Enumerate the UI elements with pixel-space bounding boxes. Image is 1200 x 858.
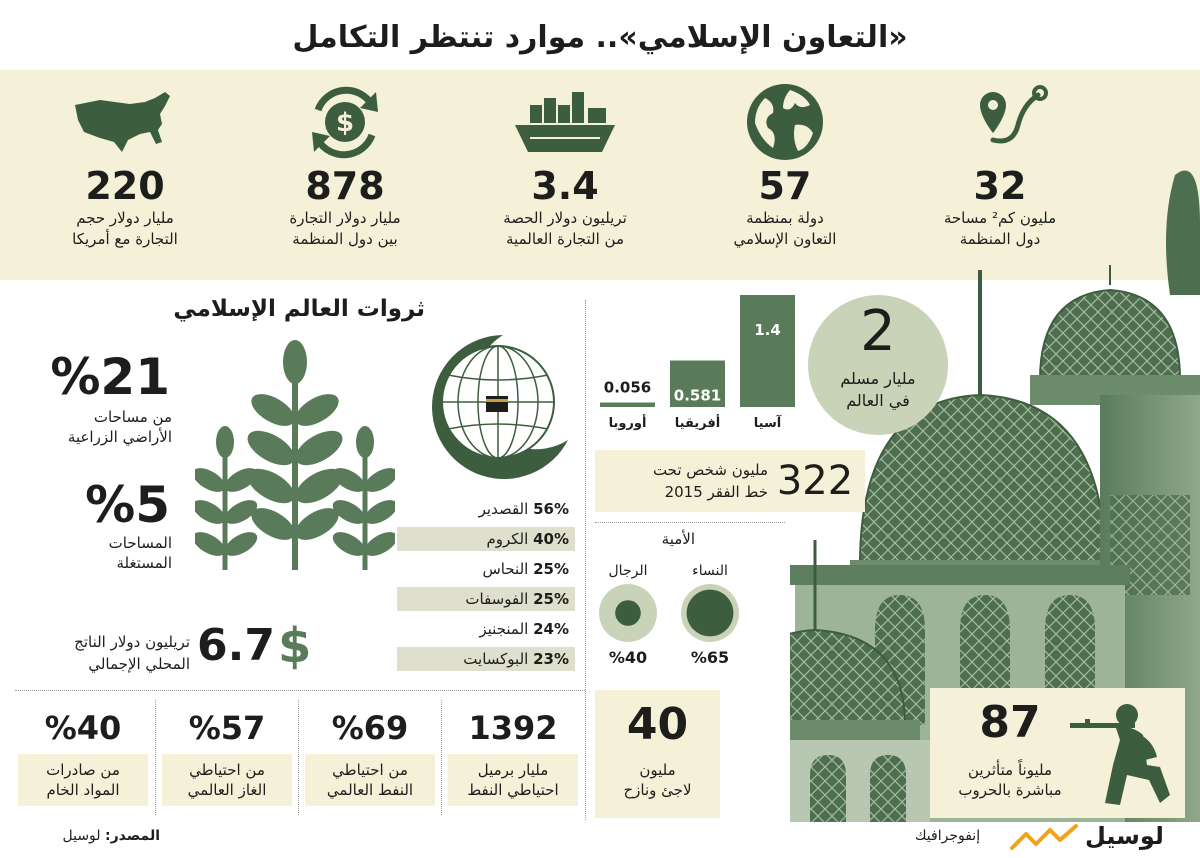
stat-intra-trade <box>245 80 445 250</box>
oic-emblem-icon <box>408 330 573 490</box>
muslims-label-2: في العالم <box>846 391 910 410</box>
stat-trade-share-label-1: تريليون دولار الحصة <box>503 209 627 227</box>
resource-name: الفوسفات <box>465 590 529 608</box>
gas-share-value: %57 <box>188 709 266 747</box>
gas-share-label <box>162 754 292 806</box>
divider <box>585 300 586 820</box>
war-label-1: مليوناً متأثرين <box>968 761 1052 779</box>
svg-text:$: $ <box>335 108 355 138</box>
muslims-total-value: 2 <box>860 299 896 364</box>
stat-raw-exports <box>18 708 148 806</box>
gdp-value: 6.7 <box>197 620 275 671</box>
stat-trade-share-label-2: من التجارة العالمية <box>506 230 624 248</box>
resource-row <box>397 617 575 641</box>
resource-row <box>397 497 575 521</box>
stat-us-trade-label-2: التجارة مع أمريكا <box>72 230 178 248</box>
resource-pct: 40% <box>533 530 569 548</box>
war-value: 87 <box>979 697 1041 748</box>
dollar-icon: $ <box>278 618 312 674</box>
oil-reserve-label-1: مليار برميل <box>477 761 549 779</box>
stat-area-label-1: مليون كم² مساحة <box>943 209 1057 227</box>
bar-category-label-2: أوروبا <box>608 416 647 431</box>
oil-share-label-1: من احتياطي <box>332 761 408 779</box>
poverty-label-1: مليون شخص تحت <box>652 461 768 479</box>
oil-reserve-label <box>448 754 578 806</box>
location-route-icon <box>945 80 1055 164</box>
women-label: النساء <box>692 563 728 579</box>
footer-source-label: المصدر: <box>105 828 160 844</box>
resource-name: المنجنيز <box>479 620 529 638</box>
bar-2 <box>600 403 655 407</box>
stat-intra-trade-label-1: مليار دولار التجارة <box>289 209 401 227</box>
stat-trade-share <box>465 80 665 250</box>
oil-reserve-label-2: احتياطي النفط <box>467 781 559 799</box>
divider <box>15 690 585 691</box>
women-dot <box>687 590 734 637</box>
stat-area-value: 32 <box>973 164 1027 208</box>
muslims-label-1: مليار مسلم <box>840 369 916 388</box>
plant-icon <box>195 340 395 575</box>
men-label: الرجال <box>608 563 648 579</box>
bar-value-label-1: 0.581 <box>673 386 722 405</box>
gdp-label-1: تريليون دولار الناتج <box>74 633 190 651</box>
gdp-label-2: المحلي الإجمالي <box>88 655 190 673</box>
stat-intra-trade-label-2: بين دول المنظمة <box>292 230 398 248</box>
footer-source <box>30 828 160 844</box>
oil-share-label-2: النفط العالمي <box>326 781 414 799</box>
cargo-ship-icon <box>510 80 620 164</box>
women-pct: %65 <box>690 648 730 667</box>
poverty-label-2: خط الفقر 2015 <box>664 483 768 501</box>
raw-exports-value: %40 <box>44 709 122 747</box>
dollar-exchange-icon <box>290 80 400 164</box>
stat-countries-label-1: دولة بمنظمة <box>746 209 824 227</box>
globe-icon <box>730 80 840 164</box>
resource-row <box>397 527 575 551</box>
men-dot <box>615 600 641 626</box>
page-title: «التعاون الإسلامي».. موارد تنتظر التكامل <box>292 20 908 55</box>
agri-pct: %21 <box>50 348 170 406</box>
stat-oil-reserve <box>448 708 578 806</box>
divider <box>441 700 442 815</box>
bar-0 <box>740 295 795 407</box>
oil-reserve-value: 1392 <box>468 709 558 747</box>
gas-share-label-1: من احتياطي <box>189 761 265 779</box>
footer-infographic-label: إنفوجرافيك <box>915 828 981 844</box>
refugees-value: 40 <box>626 699 689 750</box>
refugees-label-2: لاجئ ونازح <box>623 781 692 799</box>
stat-countries <box>685 80 885 250</box>
stat-us-trade <box>25 80 225 250</box>
brand-logo-icon <box>1010 822 1080 852</box>
divider <box>595 522 785 523</box>
raw-exports-label-1: من صادرات <box>46 761 120 779</box>
resource-row <box>397 557 575 581</box>
resource-pct: 24% <box>533 620 569 638</box>
resources-list <box>397 497 575 671</box>
agri-label-1: من مساحات <box>93 408 172 426</box>
used-label-1: المساحات <box>108 534 172 552</box>
resource-name: الكروم <box>486 530 529 548</box>
resource-name: النحاس <box>482 560 529 578</box>
used-label-2: المستغلة <box>116 554 172 572</box>
usa-map-icon <box>70 80 180 164</box>
stat-us-trade-label-1: مليار دولار حجم <box>76 209 174 227</box>
raw-exports-label-2: المواد الخام <box>46 781 120 799</box>
literacy-title: الأمية <box>661 530 695 548</box>
oil-share-value: %69 <box>331 709 409 747</box>
brand-logo: لوسيل <box>1085 822 1164 850</box>
oil-share-label <box>305 754 435 806</box>
poverty-value: 322 <box>776 458 854 504</box>
raw-exports-label <box>18 754 148 806</box>
gas-share-label-2: الغاز العالمي <box>187 781 267 799</box>
stat-area <box>900 80 1100 250</box>
resource-row <box>397 647 575 671</box>
resource-name: البوكسايت <box>463 650 529 668</box>
stat-intra-trade-value: 878 <box>305 164 385 208</box>
resource-pct: 56% <box>533 500 569 518</box>
men-pct: %40 <box>608 648 648 667</box>
used-pct: %5 <box>85 476 170 534</box>
refugees-label-1: مليون <box>639 761 676 779</box>
resource-row <box>397 587 575 611</box>
bar-category-label-0: آسيا <box>753 416 782 431</box>
resource-name: القصدير <box>478 500 529 518</box>
war-label-2: مباشرة بالحروب <box>958 781 1062 799</box>
bar-value-label-0: 1.4 <box>754 321 781 339</box>
stat-oil-share <box>305 708 435 806</box>
stat-us-trade-value: 220 <box>85 164 165 208</box>
divider <box>155 700 156 815</box>
wealth-title: ثروات العالم الإسلامي <box>173 296 425 322</box>
bar-value-label-2: 0.056 <box>603 378 652 397</box>
stat-countries-label-2: التعاون الإسلامي <box>733 230 837 248</box>
resource-pct: 25% <box>533 560 569 578</box>
resource-pct: 23% <box>533 650 569 668</box>
soldier-icon <box>1065 695 1180 810</box>
footer-source-value: لوسيل <box>62 828 101 844</box>
resource-pct: 25% <box>533 590 569 608</box>
stat-gas-share <box>162 708 292 806</box>
literacy-circles <box>595 583 745 645</box>
stat-area-label-2: دول المنظمة <box>959 230 1041 248</box>
stat-trade-share-value: 3.4 <box>531 164 599 208</box>
muslims-region-chart <box>595 295 805 435</box>
stat-countries-value: 57 <box>758 164 812 208</box>
agri-label-2: الأراضي الزراعية <box>67 428 172 446</box>
bar-category-label-1: أفريقيا <box>674 416 721 431</box>
divider <box>298 700 299 815</box>
